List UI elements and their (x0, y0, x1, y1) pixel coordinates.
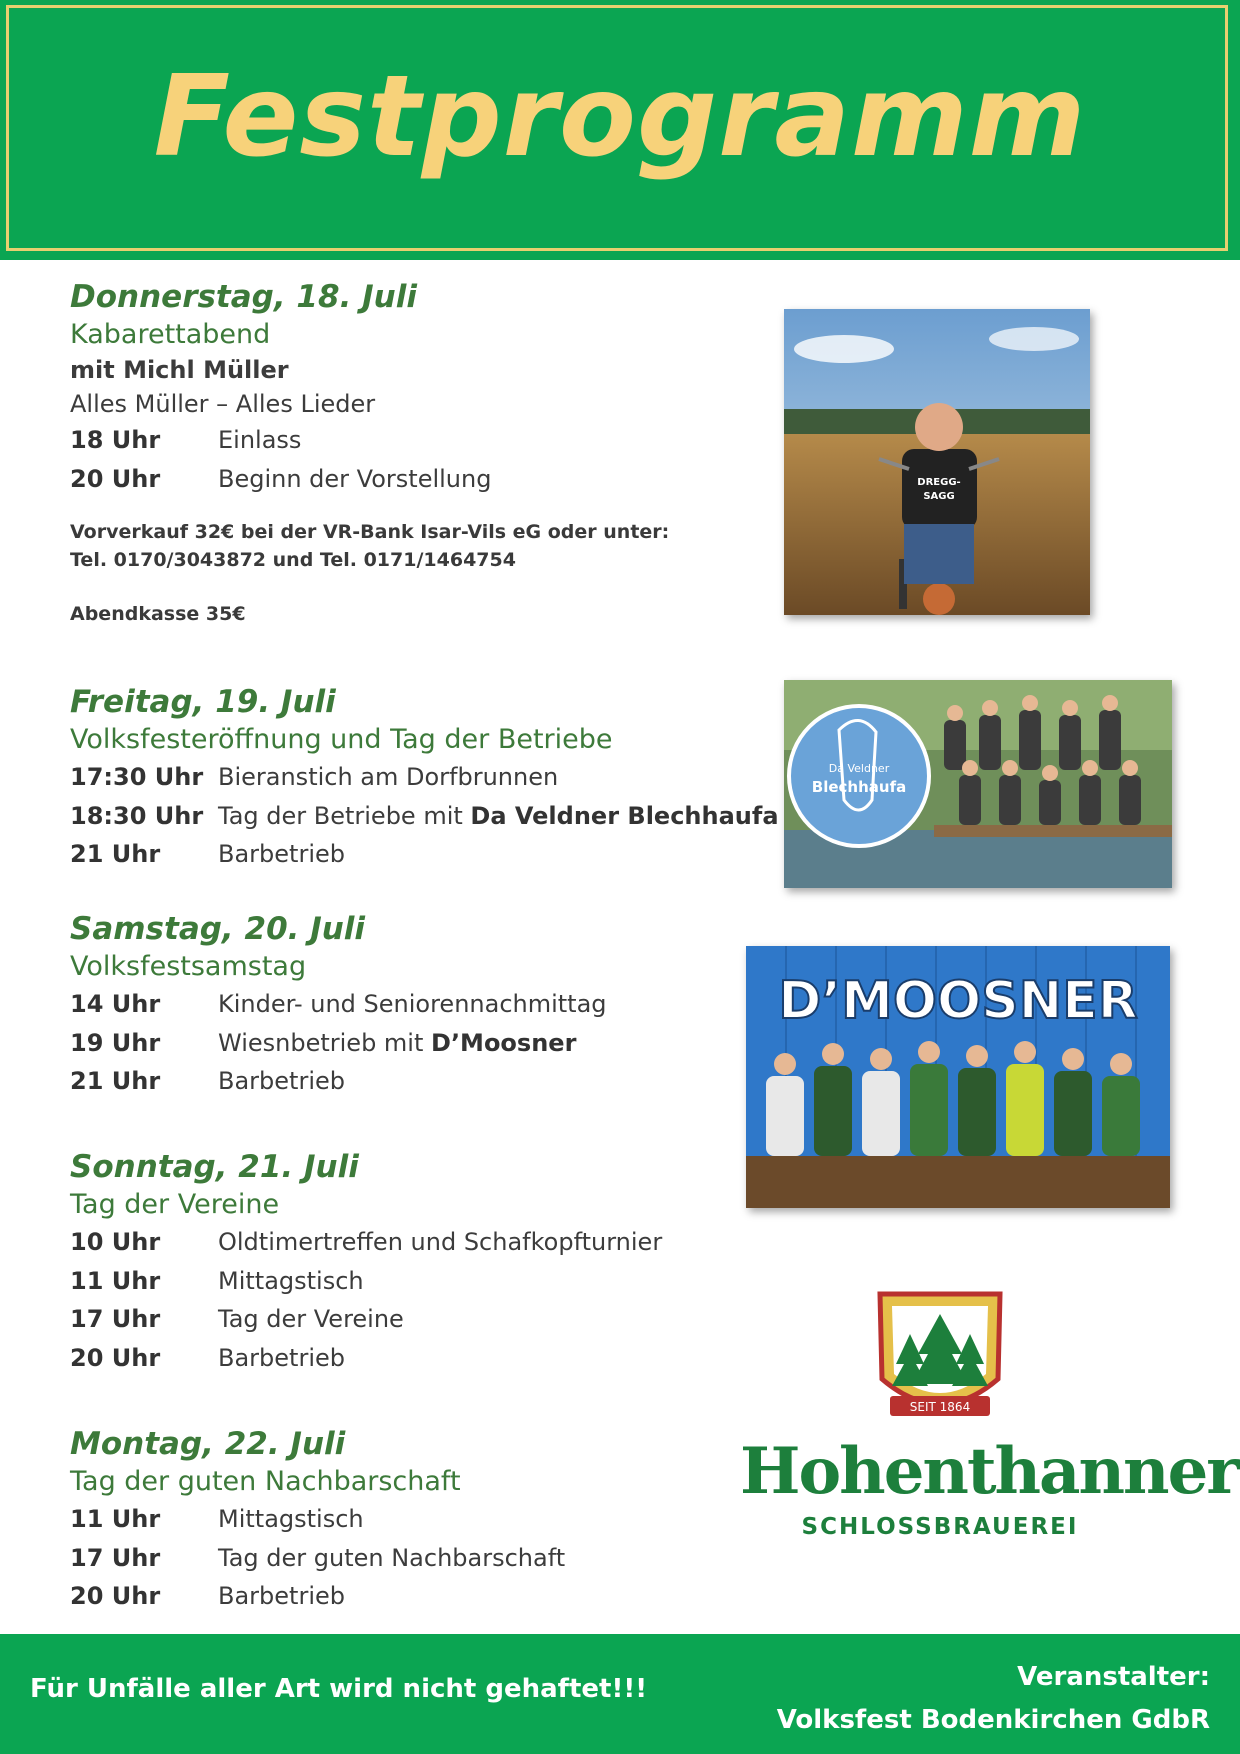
day-monday (70, 1424, 750, 1616)
organizer-block (777, 1656, 1210, 1742)
schedule-desc: Einlass (218, 426, 302, 454)
schedule-row (70, 1339, 750, 1378)
sponsor-logo (740, 1284, 1238, 1554)
schedule-row (70, 1577, 750, 1616)
schedule-row (70, 985, 750, 1024)
schedule-row (70, 1539, 750, 1578)
band-name: Da Veldner Blechhaufa (470, 801, 779, 830)
schedule-desc: Tag der guten Nachbarschaft (218, 1543, 566, 1572)
schedule-desc (218, 797, 779, 836)
schedule-row (70, 1262, 750, 1301)
presale-phones: Tel. 0170/3043872 und Tel. 0171/1464754 (70, 549, 516, 571)
day-subtitle: Tag der guten Nachbarschaft (70, 1466, 461, 1497)
schedule-time: 17:30 Uhr (70, 763, 204, 791)
day-title: Samstag, 20. Juli (70, 911, 366, 947)
schedule-time: 14 Uhr (70, 990, 161, 1018)
schedule-row (70, 835, 750, 874)
schedule-desc (218, 1024, 576, 1063)
schedule-time: 18 Uhr (70, 426, 161, 454)
schedule-time: 11 Uhr (70, 1266, 161, 1295)
band-name: D’Moosner (431, 1028, 577, 1057)
dmoosner-title: D’MOOSNER (778, 971, 1138, 1031)
day-title: Donnerstag, 18. Juli (70, 279, 417, 315)
day-title: Montag, 22. Juli (70, 1426, 346, 1462)
schedule-time: 20 Uhr (70, 1343, 161, 1372)
schedule-time: 19 Uhr (70, 1028, 161, 1057)
schedule-row (70, 1062, 750, 1101)
day-sunday (70, 1147, 750, 1377)
artist-line: mit Michl Müller (70, 356, 289, 384)
page-title: Festprogramm (153, 52, 1087, 182)
brewery-crest-icon (740, 1284, 1140, 1434)
schedule-time: 17 Uhr (70, 1305, 161, 1333)
schedule-desc: Tag der Vereine (218, 1305, 404, 1333)
schedule-desc-text: Wiesnbetrieb mit (218, 1028, 432, 1057)
organizer-label: Veranstalter: (1017, 1662, 1210, 1692)
header-banner (0, 0, 1240, 260)
band-logo-text: Da Veldner (828, 762, 890, 775)
brewery-name: Hohenthanner (740, 1434, 1238, 1509)
schedule-time: 10 Uhr (70, 1228, 161, 1256)
schedule-desc: Barbetrieb (218, 1067, 345, 1095)
photo-dmoosner (746, 946, 1170, 1208)
schedule-desc-text: Tag der Betriebe mit (218, 801, 471, 830)
photo-blechhaufa (784, 680, 1172, 888)
photo-blechhaufa-art (784, 680, 1172, 888)
day-friday (70, 682, 779, 874)
organizer-name: Volksfest Bodenkirchen GdbR (776, 1705, 1210, 1735)
presale-info: Vorverkauf 32€ bei der VR-Bank Isar-Vils eG oder unter: (70, 521, 670, 543)
day-subtitle: Tag der Vereine (70, 1189, 280, 1220)
day-thursday (70, 277, 750, 628)
schedule-row (70, 1223, 750, 1262)
box-office-price: Abendkasse 35€ (70, 603, 246, 625)
schedule-time: 11 Uhr (70, 1505, 161, 1533)
schedule-time: 20 Uhr (70, 464, 161, 493)
schedule-row (70, 758, 750, 797)
schedule-desc: Beginn der Vorstellung (218, 464, 492, 493)
brewery-subtitle: SCHLOSSBRAUEREI (801, 1514, 1079, 1540)
schedule-row (70, 421, 750, 460)
schedule-time: 17 Uhr (70, 1543, 161, 1572)
schedule-row (70, 1300, 750, 1339)
schedule-time: 21 Uhr (70, 1067, 161, 1095)
band-logo-text: Blechhaufa (811, 778, 907, 796)
day-subtitle: Volksfestsamstag (70, 951, 307, 982)
schedule-time: 21 Uhr (70, 840, 161, 868)
schedule-desc: Oldtimertreffen und Schafkopfturnier (218, 1228, 663, 1256)
schedule-row (70, 1500, 750, 1539)
schedule-desc: Barbetrieb (218, 1582, 345, 1610)
photo-dmoosner-art (746, 946, 1170, 1208)
schedule-row (70, 797, 779, 836)
schedule-desc: Kinder- und Seniorennachmittag (218, 990, 607, 1018)
day-subtitle: Volksfesteröffnung und Tag der Betriebe (70, 724, 613, 755)
tagline: Alles Müller – Alles Lieder (70, 390, 376, 418)
schedule-row (70, 460, 750, 499)
schedule-time: 20 Uhr (70, 1582, 161, 1610)
day-title: Sonntag, 21. Juli (70, 1149, 359, 1185)
schedule-desc: Mittagstisch (218, 1266, 364, 1295)
schedule-row (70, 1024, 750, 1063)
shirt-text: DREGG- (917, 477, 961, 488)
photo-michl-mueller (784, 309, 1090, 615)
disclaimer: Für Unfälle aller Art wird nicht gehaftet!!! (30, 1674, 648, 1704)
shirt-text: SAGG (923, 491, 955, 502)
footer-banner (0, 1634, 1240, 1754)
brewery-badge: SEIT 1864 (909, 1400, 971, 1414)
schedule-desc: Mittagstisch (218, 1505, 364, 1533)
schedule-time: 18:30 Uhr (70, 801, 204, 830)
schedule-desc: Barbetrieb (218, 1343, 345, 1372)
day-subtitle: Kabarettabend (70, 319, 271, 350)
schedule-desc: Barbetrieb (218, 840, 345, 868)
day-saturday (70, 909, 750, 1101)
day-title: Freitag, 19. Juli (70, 684, 336, 720)
schedule-desc: Bieranstich am Dorfbrunnen (218, 763, 559, 791)
photo-michl-mueller-art (784, 309, 1090, 615)
